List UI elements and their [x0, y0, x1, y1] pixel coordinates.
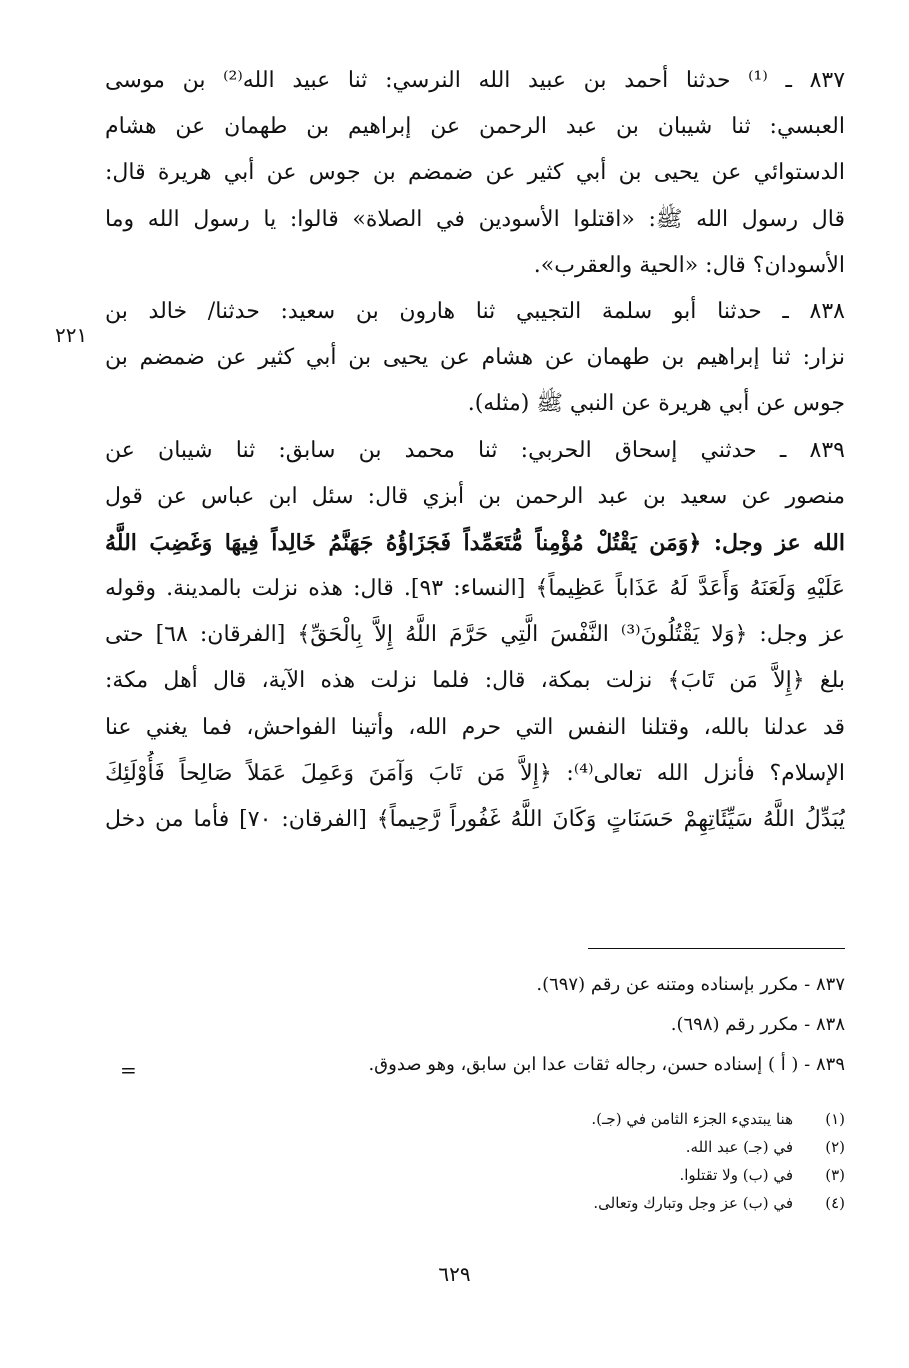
text-line: بلغ ﴿إِلاَّ مَن تَابَ﴾ نزلت بمكة، قال: فلما نزلت هذه الآية، قال أهل مكة: [105, 668, 845, 694]
footnote-item [440, 1161, 845, 1189]
footnote-number: (٢) [825, 1138, 845, 1156]
text-line: يُبَدِّلُ اللَّهُ سَيِّئَاتِهِمْ حَسَنَاتٍ وَكَانَ اللَّهُ غَفُوراً رَّحِيماً﴾ [الفرقان: ٧٠] فأما من دخل [105, 807, 845, 832]
footnote-item [440, 1105, 845, 1133]
footnote-number: (٣) [825, 1166, 845, 1184]
text-line: جوس عن أبي هريرة عن النبي ﷺ (مثله). [467, 391, 845, 417]
footnote-item [440, 1189, 845, 1217]
text-line: قال رسول الله ﷺ: «اقتلوا الأسودين في الصلاة» قالوا: يا رسول الله وما [105, 206, 845, 232]
page-number: ٦٢٩ [438, 1262, 471, 1286]
text-line: نزار: ثنا إبراهيم بن طهمان عن هشام عن يحيى بن أبي كثير عن ضمضم بن [105, 345, 845, 371]
footnote-text: في (ب) عز وجل وتبارك وتعالى. [593, 1194, 793, 1212]
footnote-item [440, 1133, 845, 1161]
text-line: الأسودان؟ قال: «الحية والعقرب». [533, 252, 845, 278]
footnote-text: في (جـ) عبد الله. [685, 1138, 793, 1156]
footnotes [440, 1105, 845, 1217]
footnote-text: هنا يبتديء الجزء الثامن في (جـ). [591, 1110, 793, 1128]
text-line: ٨٣٨ ـ حدثنا أبو سلمة التجيبي ثنا هارون بن سعيد: حدثنا/ خالد بن [105, 298, 845, 324]
text-line: العبسي: ثنا شيبان بن عبد الرحمن عن إبراهيم بن طهمان عن هشام [105, 114, 845, 140]
note-line: ٨٣٧ - مكرر بإسناده ومتنه عن رقم (٦٩٧). [536, 974, 845, 995]
text-line: ٨٣٧ ـ ⁽¹⁾ حدثنا أحمد بن عبيد الله النرسي: ثنا عبيد الله⁽²⁾ بن موسى [105, 68, 845, 93]
footnote-number: (١) [825, 1110, 845, 1128]
text-line: عز وجل: ﴿وَلا يَقْتُلُونَ⁽³⁾ النَّفْسَ الَّتِي حَرَّمَ اللَّهُ إِلاَّ بِالْحَقِّ﴾ [الفرقان: ٦٨] حتى [105, 622, 845, 648]
text-line: الإسلام؟ فأنزل الله تعالى⁽⁴⁾: ﴿إِلاَّ مَن تَابَ وَآمَنَ وَعَمِلَ عَمَلاً صَالِحاً فَأُوْلَئِكَ [105, 760, 845, 786]
note-line: ٨٣٩ - ( أ ) إسناده حسن، رجاله ثقات عدا ابن سابق، وهو صدوق. [368, 1054, 845, 1075]
footnote-text: في (ب) ولا تقتلوا. [679, 1166, 793, 1184]
text-line: عَلَيْهِ وَلَعَنَهُ وَأَعَدَّ لَهُ عَذَاباً عَظِيماً﴾ [النساء: ٩٣]. قال: هذه نزلت بالمدينة. وقوله [105, 576, 845, 602]
text-line: منصور عن سعيد بن عبد الرحمن بن أبزي قال: سئل ابن عباس عن قول [105, 483, 845, 509]
text-line: ٨٣٩ ـ حدثني إسحاق الحربي: ثنا محمد بن سابق: ثنا شيبان عن [105, 437, 845, 463]
main-text [105, 58, 845, 843]
continuation-mark: = [120, 1058, 137, 1082]
footnote-number: (٤) [825, 1194, 845, 1212]
text-line: الدستوائي عن يحيى بن أبي كثير عن ضمضم بن جوس عن أبي هريرة قال: [105, 160, 845, 186]
text-line: الله عز وجل: ﴿وَمَن يَقْتُلْ مُؤْمِناً مُّتَعَمِّداً فَجَزَاؤُهُ جَهَنَّمُ خَالِداً فِيهَا وَغَضِبَ اللَّهُ [105, 529, 845, 556]
notes-divider [588, 948, 845, 949]
note-line: ٨٣٨ - مكرر رقم (٦٩٨). [670, 1014, 845, 1035]
takhrij-notes [200, 965, 845, 1085]
margin-page-reference: ٢٢١ [55, 323, 88, 347]
text-line: قد عدلنا بالله، وقتلنا النفس التي حرم الله، وأتينا الفواحش، فما يغني عنا [105, 714, 845, 740]
